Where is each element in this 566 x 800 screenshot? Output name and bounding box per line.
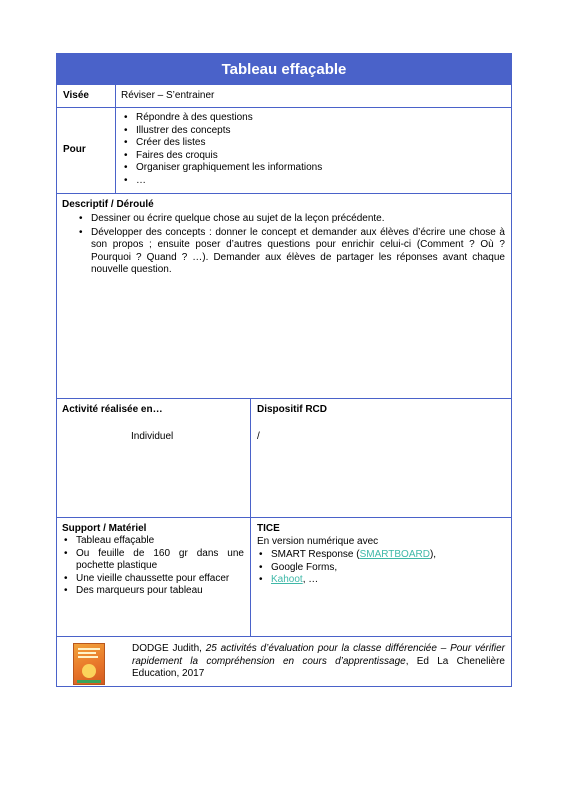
tice-label: TICE — [257, 523, 280, 534]
list-item: • Des marqueurs pour tableau — [62, 585, 244, 598]
list-item: • Une vieille chaussette pour effacer — [62, 573, 244, 586]
pour-row — [57, 107, 511, 193]
book-cover-image — [73, 643, 105, 685]
activite-value: Individuel — [131, 431, 174, 442]
descriptif-row — [57, 193, 511, 398]
vise-value — [115, 85, 511, 107]
tice-intro: En version numérique avec — [257, 536, 379, 547]
support-cell — [57, 518, 250, 636]
support-row — [57, 517, 511, 636]
tice-list — [257, 549, 511, 587]
activity-sheet — [56, 53, 512, 687]
descriptif-list — [57, 210, 511, 277]
vise-row — [57, 84, 511, 107]
list-item: • Créer des listes — [122, 137, 511, 150]
tice-cell — [250, 518, 511, 636]
tice-item3-suffix: , … — [302, 574, 319, 586]
support-label: Support / Matériel — [62, 523, 147, 534]
vise-text: Réviser – S’entrainer — [121, 90, 215, 101]
reference-row — [57, 636, 511, 686]
list-item: • Organiser graphiquement les informations — [122, 162, 511, 175]
list-item — [257, 549, 511, 562]
dispositif-cell — [250, 399, 511, 517]
list-item: • Dessiner ou écrire quelque chose au sujet de la leçon précédente. — [77, 213, 505, 226]
smartboard-link[interactable]: SMARTBOARD — [359, 549, 430, 560]
pour-label: Pour — [63, 144, 86, 155]
list-item: • Répondre à des questions — [122, 112, 511, 125]
dispositif-label: Dispositif RCD — [257, 404, 327, 415]
vise-label: Visée — [63, 90, 89, 101]
tice-item1-suffix: ), — [429, 549, 437, 560]
descriptif-label: Descriptif / Déroulé — [62, 199, 154, 210]
list-item: • Google Forms, — [257, 562, 511, 575]
reference-text — [132, 643, 505, 681]
list-item: • … — [122, 175, 511, 188]
activite-label: Activité réalisée en… — [62, 404, 163, 415]
reference-publisher: , Ed La Chenelière Education, 2017 — [132, 655, 505, 680]
pour-content — [115, 108, 511, 193]
list-item: • Ou feuille de 160 gr dans une pochette plastique — [62, 548, 244, 573]
kahoot-link[interactable]: Kahoot — [271, 574, 303, 586]
activite-cell — [57, 399, 250, 517]
reference-title: 25 activités d’évaluation pour la classe différenciée – Pour vérifier rapidement la compréhension en cours d’apprentissage — [132, 643, 505, 667]
support-list — [62, 535, 244, 598]
list-item: • Développer des concepts : donner le concept et demander aux élèves d’écrire une chose à son propos ; ensuite poser d’autres questions pour enrichir celui-ci (Comment ? Où ? Pourquoi ? Quand ? …). Demander aux élèves de partager les réponses avant chaque nouvelle question. — [77, 227, 505, 277]
list-item: • Tableau effaçable — [62, 535, 244, 548]
tice-item1-prefix: SMART Response ( — [271, 549, 360, 560]
reference-author: DODGE Judith, — [132, 643, 206, 654]
pour-list — [122, 112, 511, 188]
list-item: • Faires des croquis — [122, 150, 511, 163]
sheet-title: Tableau effaçable — [57, 54, 511, 84]
activite-row — [57, 398, 511, 517]
dispositif-value: / — [257, 431, 260, 442]
list-item — [257, 574, 511, 587]
list-item: • Illustrer des concepts — [122, 125, 511, 138]
